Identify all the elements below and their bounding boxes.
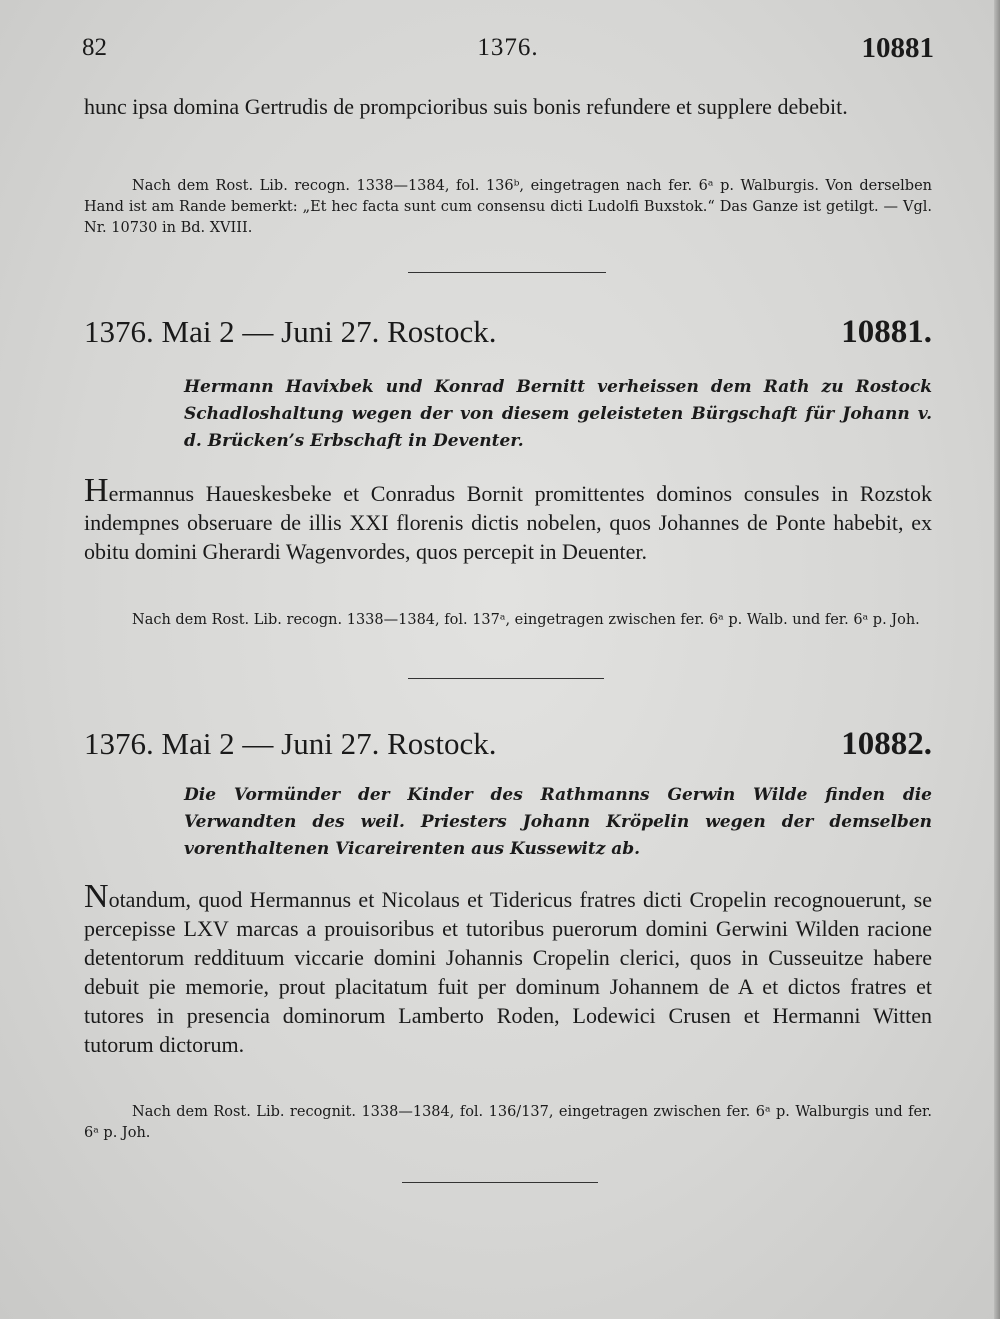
entry-body: otandum, quod Hermannus et Nicolaus et Tidericus fratres dicti Cropelin recognouerunt, se percepisse LXV marcas a prouisoribus et tutoribus puerorum domini Gerwini Wilden racione detentorum reddituum viccarie domini Johannis Cropelin clerici, quos in Cusseuitze habere debuit pie memorie, prout placitatum fuit per dominum Johannem de A et dictos fratres et tutores in presencia dominorum Lamberto Roden, Lodewici Crusen et Hermanni Witten tutorum dictorum.: [84, 887, 932, 1057]
entry-summary-10882: Die Vormünder der Kinder des Rathmanns Gerwin Wilde finden die Verwandten des weil. Priesters Johann Kröpelin wegen der demselben vorenthaltenen Vicareirenten aus Kussewitz ab.: [184, 785, 932, 859]
running-document-number: 10881: [861, 32, 934, 64]
entry-heading-10882: [84, 726, 932, 766]
entry-summary-10881: Hermann Havixbek und Konrad Bernitt verheissen dem Rath zu Rostock Schadloshaltung wegen der von diesem geleisteten Bürgschaft für Johann v. d. Brücken’s Erbschaft in Deventer.: [184, 377, 932, 451]
separator-rule: [402, 1182, 598, 1183]
page-edge-shadow: [994, 0, 1000, 1319]
running-header: [82, 34, 934, 70]
entry-source-note-10882: Nach dem Rost. Lib. recognit. 1338—1384, fol. 136/137, eingetragen zwischen fer. 6ᵃ p. Walburgis und fer. 6ᵃ p. Joh.: [84, 1104, 932, 1141]
separator-rule: [408, 678, 604, 679]
initial-letter: N: [84, 878, 109, 915]
entry-body: ermannus Haueskesbeke et Conradus Bornit promittentes dominos consules in Rozstok indempnes obseruare de illis XXI florenis dictis nobelen, quos Johannes de Ponte habebit, ex obitu domini Gherardi Wagenvordes, quos percepit in Deuenter.: [84, 481, 932, 564]
entry-date-place: 1376. Mai 2 — Juni 27. Rostock.: [84, 726, 497, 761]
entry-number: 10881.: [841, 314, 932, 350]
entry-text-10881: [84, 474, 932, 566]
initial-letter: H: [84, 472, 109, 509]
entry-source-note-10881: Nach dem Rost. Lib. recogn. 1338—1384, fol. 137ᵃ, eingetragen zwischen fer. 6ᵃ p. Walb. und fer. 6ᵃ p. Joh.: [132, 612, 920, 628]
entry-heading-10881: [84, 314, 932, 354]
entry-date-place: 1376. Mai 2 — Juni 27. Rostock.: [84, 314, 497, 349]
continuation-text: hunc ipsa domina Gertrudis de prompcioribus suis bonis refundere et supplere debebit.: [84, 94, 848, 119]
entry-text-10882: [84, 880, 932, 1059]
entry-number: 10882.: [841, 726, 932, 762]
separator-rule: [408, 272, 606, 273]
running-year: 1376.: [477, 34, 539, 61]
page-number: 82: [82, 34, 107, 61]
continuation-source-note: Nach dem Rost. Lib. recogn. 1338—1384, fol. 136ᵇ, eingetragen nach fer. 6ᵃ p. Walburgis. Von derselben Hand ist am Rande bemerkt: „Et hec facta sunt cum consensu dicti Ludolfi Buxstok.“ Das Ganze ist getilgt. — Vgl. Nr. 10730 in Bd. XVIII.: [84, 178, 932, 236]
